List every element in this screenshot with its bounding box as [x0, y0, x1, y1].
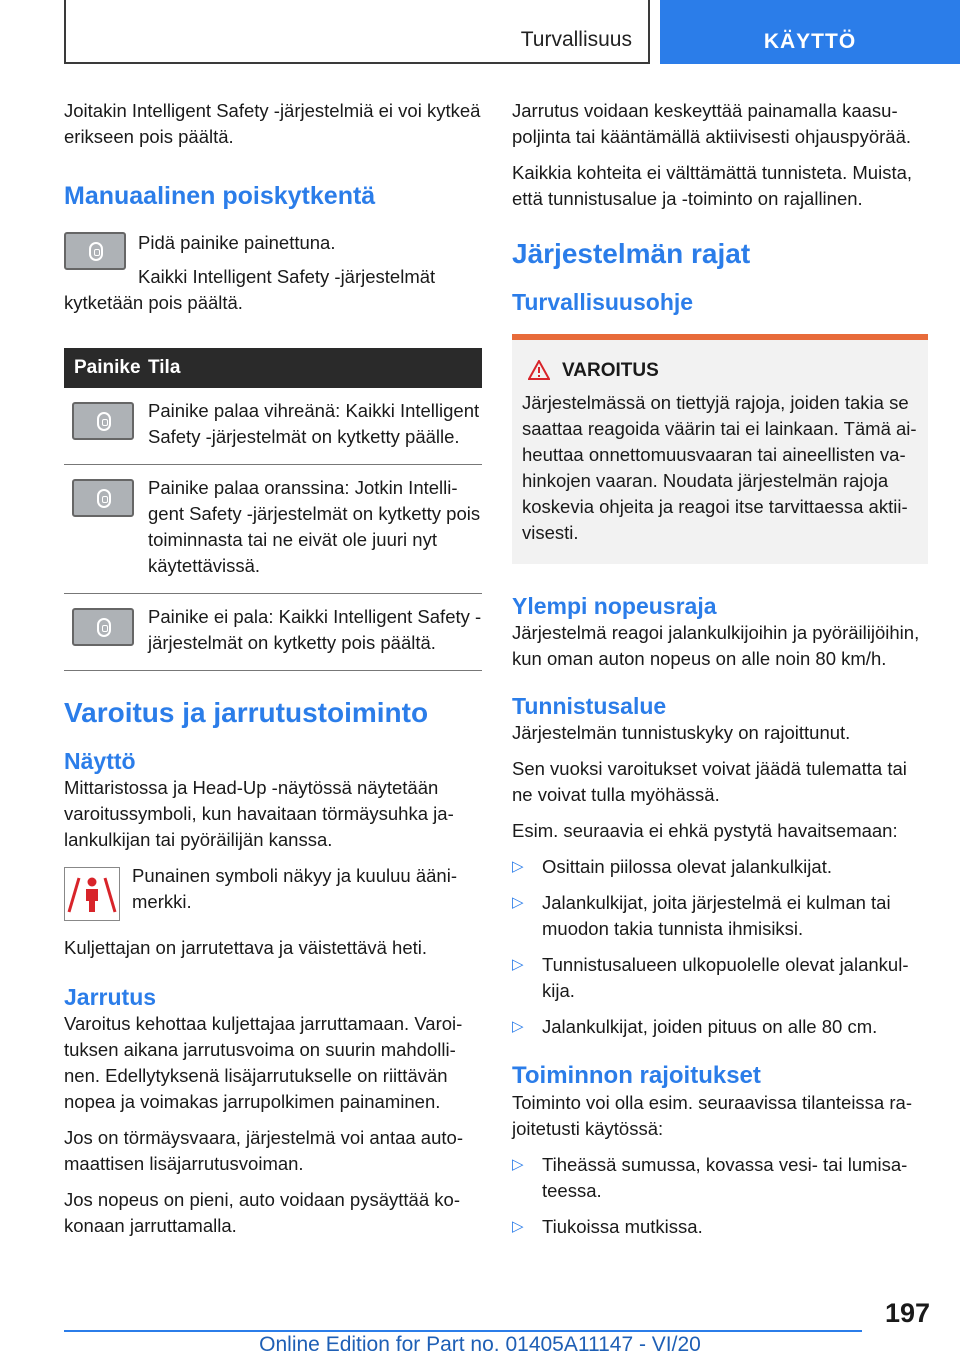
table-row: [64, 465, 482, 594]
table-header-row: [64, 348, 482, 388]
intelligent-safety-button-icon: [72, 608, 134, 646]
intelligent-safety-button-icon: [72, 479, 134, 517]
footer-edition-link[interactable]: Online Edition for Part no. 01405A11147 - VI/20: [259, 1333, 701, 1356]
warning-triangle-icon: [528, 360, 550, 380]
pedestrian-warning-block: [64, 863, 482, 925]
speed-limit-text: Järjestelmä reagoi jalankulkijoihin ja pyöräilijöihin, kun oman auton nopeus on alle noin 80 km/h.: [512, 622, 920, 669]
detection-text-2: Sen vuoksi varoitukset voivat jäädä tulematta tai ne voivat tulla myöhässä.: [512, 758, 907, 805]
table-header-status: Tila: [148, 348, 482, 388]
warning-braking-heading: Varoitus ja jarrutustoiminto: [64, 697, 429, 728]
function-limits-text: Toiminto voi olla esim. seuraavissa tilanteissa rajoitetusti käytössä:: [512, 1092, 912, 1139]
system-limits-heading: Järjestelmän rajat: [512, 238, 751, 269]
braking-text-1: Varoitus kehottaa kuljettajaa jarruttamaan. Varoituksen aikana jarrutusvoima on suurin mahdollinen. Edellytyksenä lisäjarrutukselle on riittävän nopea ja voimakas jarrupolkimen painaminen.: [64, 1013, 463, 1112]
display-heading: Näyttö: [64, 748, 136, 774]
manual-off-line2: Kaikki Intelligent Safety -järjestelmät kytketään pois päältä.: [64, 266, 436, 313]
manual-off-block: [64, 230, 482, 326]
detection-area-heading: Tunnistusalue: [512, 693, 667, 719]
manual-off-line1: Pidä painike painettuna.: [138, 232, 336, 253]
warning-box: [512, 334, 928, 564]
table-cell-status: Painike palaa vihreänä: Kaikki Intelligent Safety -järjestelmät on kytketty päälle.: [148, 388, 482, 465]
warning-title: VAROITUS: [522, 360, 918, 382]
pedestrian-warning-icon: [64, 867, 120, 921]
right-column: [512, 98, 928, 1250]
driver-action-text: Kuljettajan on jarrutettava ja väistettävä heti.: [64, 937, 428, 958]
safety-note-heading: Turvallisuusohje: [512, 289, 694, 315]
table-cell-status: Painike palaa oranssina: Jotkin Intelligent Safety -järjestelmät on kytketty pois toiminnasta tai ne eivät ole juuri nyt käytettävissä.: [148, 465, 482, 594]
header-section-title: Turvallisuus: [520, 28, 632, 51]
display-text: Mittaristossa ja Head-Up -näytössä näytetään varoitussymboli, kun havaitaan törmäysuhka jalankulkijan tai pyöräilijän kanssa.: [64, 777, 454, 850]
function-limits-list: [512, 1152, 928, 1240]
list-item: ▷ Tiheässä sumussa, kovassa vesi- tai lumisateessa.: [512, 1152, 928, 1204]
left-column: [64, 98, 482, 1249]
detection-text-3: Esim. seuraavia ei ehkä pystytä havaitsemaan:: [512, 820, 898, 841]
list-item: ▷ Osittain piilossa olevat jalankulkijat.: [512, 854, 928, 880]
detection-note: Kaikkia kohteita ei välttämättä tunnisteta. Muista, että tunnistusalue ja -toiminto on rajallinen.: [512, 162, 913, 209]
detection-text-1: Järjestelmän tunnistuskyky on rajoittunut.: [512, 722, 851, 743]
page-number: 197: [884, 1298, 930, 1328]
table-row: [64, 388, 482, 465]
function-limits-heading: Toiminnon rajoitukset: [512, 1062, 761, 1089]
table-cell-status: Painike ei pala: Kaikki Intelligent Safety -järjestelmät on kytketty pois päältä.: [148, 594, 482, 671]
list-item: ▷ Tunnistusalueen ulkopuolelle olevat jalankulkija.: [512, 952, 928, 1004]
header-box: [64, 0, 650, 64]
table-row: [64, 594, 482, 671]
intelligent-safety-button-icon: [72, 402, 134, 440]
intelligent-safety-button-icon: [64, 232, 126, 270]
button-status-table: [64, 348, 482, 671]
symbol-text: Punainen symboli näkyy ja kuuluu äänimerkki.: [132, 865, 457, 912]
intro-text: Joitakin Intelligent Safety -järjestelmiä ei voi kytkeä erikseen pois päältä.: [64, 100, 481, 147]
list-item: ▷ Tiukoissa mutkissa.: [512, 1214, 928, 1240]
interrupt-text: Jarrutus voidaan keskeyttää painamalla kaasupoljinta tai kääntämällä aktiivisesti ohjauspyörää.: [512, 100, 911, 147]
table-header-button: Painike: [64, 348, 148, 388]
speed-limit-heading: Ylempi nopeusraja: [512, 593, 717, 619]
footer-divider: [64, 1330, 862, 1332]
header-chapter-tab[interactable]: KÄYTTÖ: [660, 0, 960, 64]
braking-text-3: Jos nopeus on pieni, auto voidaan pysäyttää kokonaan jarruttamalla.: [64, 1189, 460, 1236]
detection-list: [512, 854, 928, 1040]
warning-text: Järjestelmässä on tiettyjä rajoja, joiden takia se saattaa reagoida väärin tai ei lainkaan. Tämä aiheuttaa onnettomuusvaaran tai aineellisten vahinkojen vaaran. Noudata järjestelmän rajoja koskevia ohjeita ja reagoi itse tarvittaessa aktiivisesti.: [522, 392, 917, 543]
manual-off-heading: Manuaalinen poiskytkentä: [64, 182, 376, 210]
list-item: ▷ Jalankulkijat, joiden pituus on alle 80 cm.: [512, 1014, 928, 1040]
braking-text-2: Jos on törmäysvaara, järjestelmä voi antaa automaattisen lisäjarrutusvoiman.: [64, 1127, 463, 1174]
list-item: ▷ Jalankulkijat, joita järjestelmä ei kulman tai muodon takia tunnista ihmisiksi.: [512, 890, 928, 942]
braking-heading: Jarrutus: [64, 984, 157, 1010]
